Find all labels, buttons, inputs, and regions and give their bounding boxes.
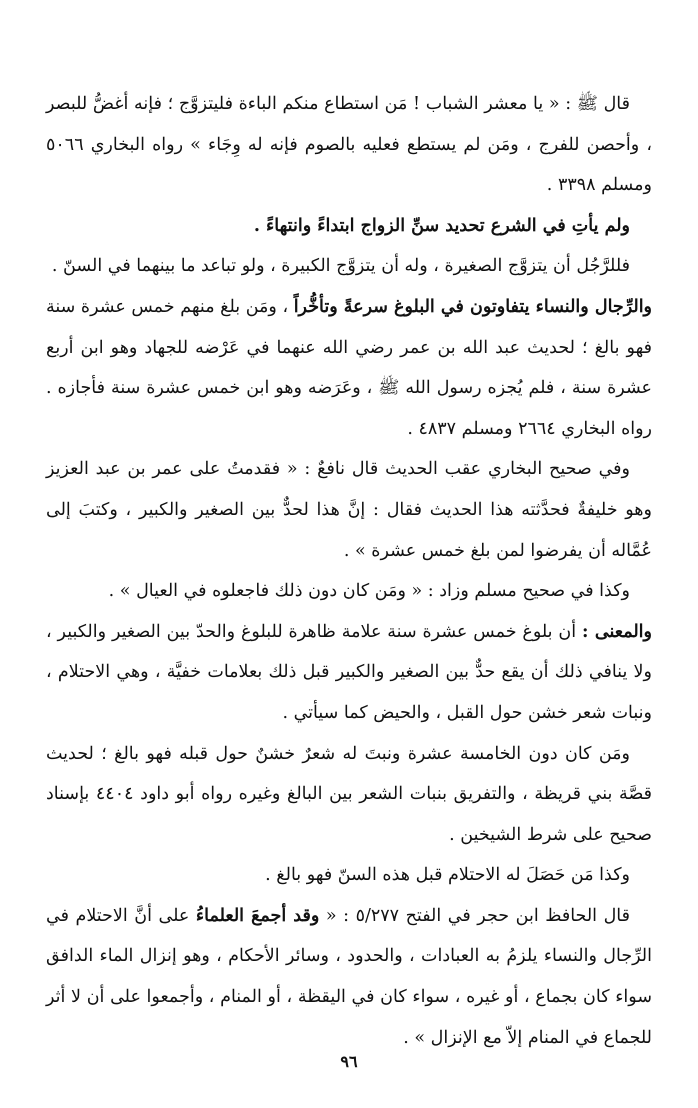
text-run: ، ومَن بلغ منهم خمس عشرة سنة فهو بالغ ؛ لحديث عبد الله بن عمر رضي الله عنهما في عَرْضه للجهاد وهو ابن أربع عشرة سنة ، فلم يُجزه رسول الله ﷺ ، وعَرَضه وهو ابن خمس عشرة سنة فأجازه . رواه البخاري ٢٦٦٤ ومسلم ٤٨٣٧ . [46,296,652,439]
paragraph [46,612,652,734]
bold-text: وقد أجمعَ العلماءُ [195,905,320,926]
text-run: قال ﷺ : « يا معشر الشباب ! مَن استطاع منكم الباءة فليتزوَّج ؛ فإنه أغضُّ للبصر ، وأحصن للفرج ، ومَن لم يستطع فعليه بالصوم فإنه له وِجَاء » رواه البخاري ٥٠٦٦ ومسلم ٣٣٩٨ . [46,94,652,196]
text-run: ومَن كان دون الخامسة عشرة ونبتَ له شعرٌ خشنٌ حول قبله فهو بالغ ؛ لحديث قصَّة بني قريظة ، والتفريق بنبات الشعر بين البالغ وغيره رواه أبو داود ٤٤٠٤ بإسناد صحيح على شرط الشيخين . [46,743,652,845]
page-number: ٩٦ [340,1052,358,1071]
text-run: وكذا مَن حَصَلَ له الاحتلام قبل هذه السنّ فهو بالغ . [265,865,630,886]
text-run: فللرَّجُل أن يتزوَّج الصغيرة ، وله أن يتزوَّج الكبيرة ، ولو تباعد ما بينهما في السنّ . [51,256,630,277]
text-run: وفي صحيح البخاري عقب الحديث قال نافعٌ : « فقدمتُ على عمر بن عبد العزيز وهو خليفةٌ فحدَّثته هذا الحديث فقال : إنَّ هذا لحدٌّ بين الصغير والكبير ، وكتبَ إلى عُمَّاله أن يفرضوا لمن بلغ خمس عشرة » . [46,459,652,561]
bold-text: ولم يأتِ في الشرع تحديد سنِّ الزواج ابتداءً وانتهاءً . [253,215,630,236]
bold-text: والرِّجال والنساء يتفاوتون في البلوغ سرعةً وتأخُّراً [293,296,653,317]
text-run: قال الحافظ ابن حجر في الفتح ٥/٢٧٧ : « [319,905,630,926]
paragraph [46,896,652,1058]
paragraph [46,84,652,206]
text-run: على أنَّ الاحتلام في الرِّجال والنساء يلزمُ به العبادات ، والحدود ، وسائر الأحكام ، وهو إنزال الماء الدافق سواء كان بجماع ، أو غيره ، سواء كان في اليقظة ، أو المنام ، وأجمعوا على أن لا أثر للجماع في المنام إلاّ مع الإنزال » . [46,905,652,1048]
text-run: وكذا في صحيح مسلم وزاد : « ومَن كان دون ذلك فاجعلوه في العيال » . [108,581,630,602]
paragraph [46,206,652,247]
bold-text: والمعنى : [582,621,652,642]
text-run: أن بلوغ خمس عشرة سنة علامة ظاهرة للبلوغ والحدّ بين الصغير والكبير ، ولا ينافي ذلك أن يقع حدٌّ بين الصغير والكبير قبل ذلك بعلامات خفيَّة ، وهي الاحتلام ، ونبات شعر خشن حول القبل ، والحيض كما سيأتي . [46,621,652,723]
page-body [46,84,652,1058]
paragraph [46,287,652,449]
paragraph [46,246,652,287]
paragraph [46,571,652,612]
paragraph [46,855,652,896]
paragraph [46,734,652,856]
paragraph [46,449,652,571]
